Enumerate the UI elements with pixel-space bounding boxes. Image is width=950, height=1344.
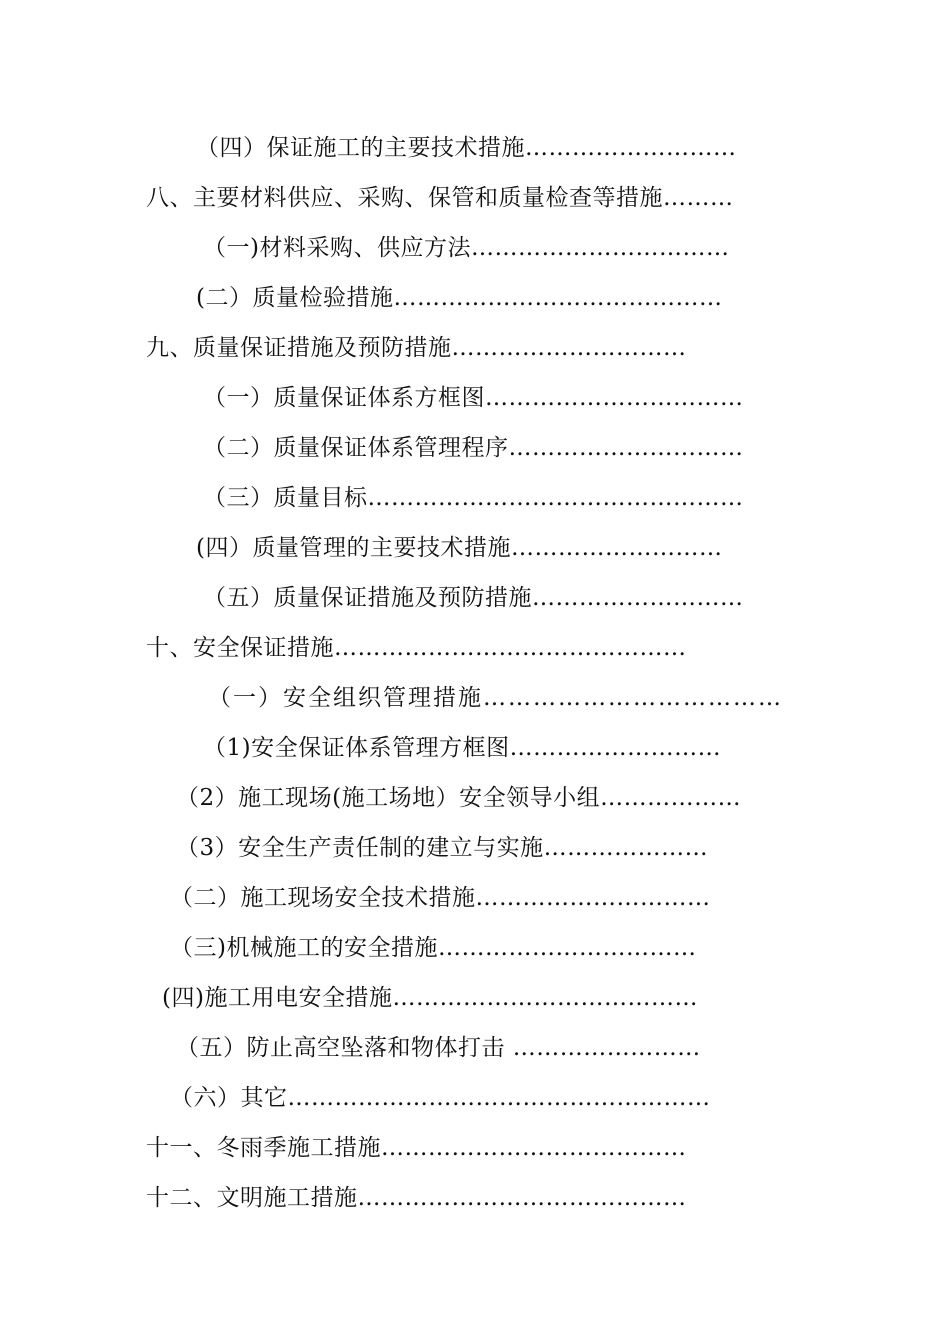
toc-entry: 十一、冬雨季施工措施………………………………… (146, 1135, 687, 1161)
toc-entry: 八、主要材料供应、采购、保管和质量检查等措施……… (146, 185, 734, 211)
toc-entry: (四）质量管理的主要技术措施……………………… (196, 535, 723, 561)
toc-entry: （2）施工现场(施工场地）安全领导小组……………… (176, 785, 742, 811)
toc-entry: （一)材料采购、供应方法…………………………… (203, 235, 730, 261)
toc-entry: （四）保证施工的主要技术措施……………………… (196, 135, 737, 161)
toc-entry: (二）质量检验措施…………………………………… (196, 285, 723, 311)
toc-entry: （三)机械施工的安全措施…………………………… (170, 935, 697, 961)
toc-entry: （一）安全组织管理措施……………………………… (208, 685, 783, 711)
toc-entry: （二）质量保证体系管理程序………………………… (203, 435, 744, 461)
toc-entry: （3）安全生产责任制的建立与实施………………… (176, 835, 709, 861)
toc-entry: 九、质量保证措施及预防措施………………………… (146, 335, 687, 361)
toc-entry: （六）其它……………………………………………… (170, 1085, 711, 1111)
toc-entry: 十、安全保证措施……………………………………… (146, 635, 687, 661)
toc-entry: （一）质量保证体系方框图…………………………… (203, 385, 744, 411)
toc-entry: （五）防止高空坠落和物体打击 …………………… (176, 1035, 701, 1061)
toc-entry: （三）质量目标………………………………………… (203, 485, 744, 511)
toc-entry: （五）质量保证措施及预防措施……………………… (203, 585, 744, 611)
toc-entry: （1)安全保证体系管理方框图……………………… (203, 735, 722, 761)
toc-entry: （二）施工现场安全技术措施………………………… (170, 885, 711, 911)
toc-entry: (四)施工用电安全措施………………………………… (162, 985, 698, 1011)
toc-entry: 十二、文明施工措施…………………………………… (146, 1185, 687, 1211)
